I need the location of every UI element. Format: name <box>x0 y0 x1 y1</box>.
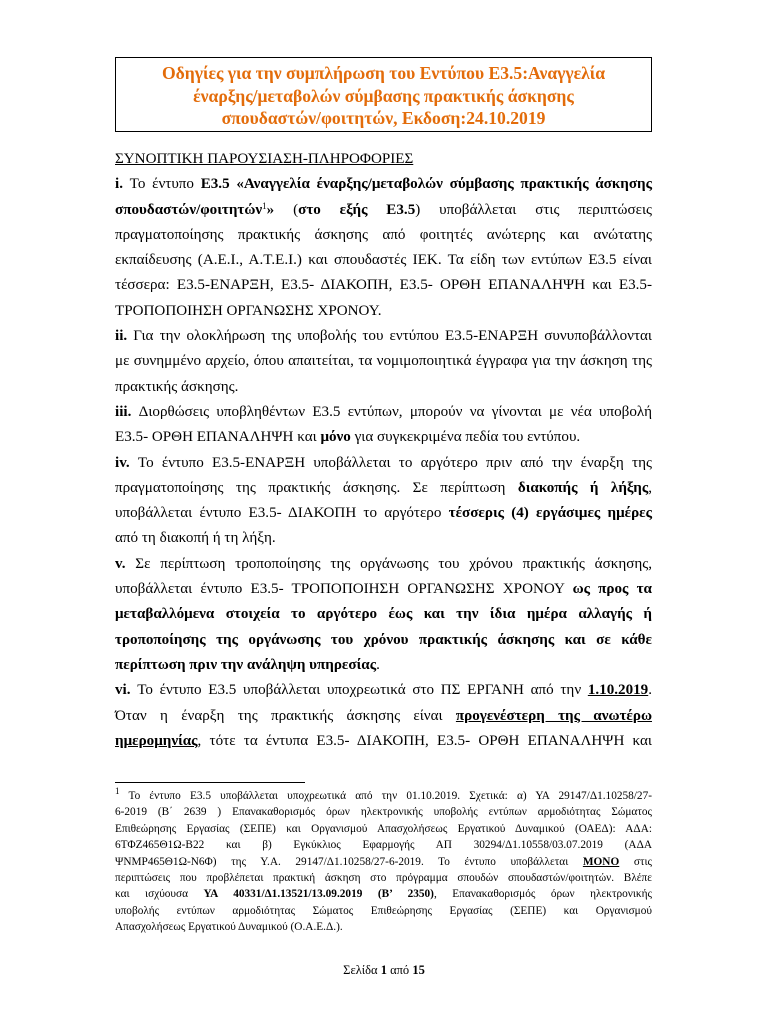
footnote-line-1: $^1$ Το έντυπο Ε3.5 υποβάλλεται υποχρεωτικά από την 01.10.2019. Σχετικά: α) ΥΑ 29147/Δ1.10258/27- <box>115 786 652 802</box>
footnote-line-6: περιπτώσεις που προβλέπεται πρακτική άσκηση στο πρόγραμμα σπουδών σπουδαστών/φοιτητών. Βλέπε <box>115 871 652 884</box>
paragraph-number: iii. <box>115 403 132 420</box>
paragraph-number: iv. <box>115 454 130 471</box>
footnote-divider <box>115 782 305 783</box>
footnote-ref: 1 <box>262 200 267 211</box>
footnote-line-3: Επιθεώρησης Εργασίας (ΣΕΠΕ) και Οργανισμού Απασχολήσεως Εργατικού Δυναμικού (ΟΑΕΔ): ΑΔΑ: <box>115 822 652 835</box>
document-body <box>115 147 652 754</box>
page-label: Σελίδα <box>343 963 381 977</box>
footnote-line-2: 6-2019 (Β΄ 2639 ) Επανακαθορισμός όρων ηλεκτρονικής υποβολής εντύπων αρμοδιότητας Σώματος <box>115 806 652 819</box>
title-line-3: σπουδαστών/φοιτητών, Εκδοση:24.10.2019 <box>221 108 546 128</box>
paragraph-ii-line-3: πρακτικής άσκησης. <box>115 378 239 395</box>
paragraph-v-line-3: μεταβαλλόμενα στοιχεία το αργότερο έως και την ίδια ημέρα αλλαγής ή <box>115 606 652 623</box>
title-line-2: έναρξης/μεταβολών σύμβασης πρακτικής άσκησης <box>193 85 574 106</box>
paragraph-vi-line-1: vi. Το έντυπο Ε3.5 υποβάλλεται υποχρεωτικά στο ΠΣ ΕΡΓΑΝΗ από την 1.10.2019. <box>115 682 652 699</box>
paragraph-v-line-5: περίπτωση πριν την ανάληψη υπηρεσίας. <box>115 656 380 673</box>
paragraph-i-line-4: εκπαίδευσης (Α.Ε.Ι., Α.Τ.Ε.Ι.) και σπουδαστές ΙΕΚ. Τα είδη των εντύπων Ε3.5 είναι <box>115 252 652 269</box>
footnote-line-7: και ισχύουσα ΥΑ 40331/Δ1.13521/13.09.2019 (Β’ 2350), Επανακαθορισμός όρων ηλεκτρονικής <box>115 888 653 901</box>
paragraph-iv-line-3: υποβάλλεται έντυπο Ε3.5- ΔΙΑΚΟΠΗ το αργότερο τέσσερις (4) εργάσιμες ημέρες <box>115 505 652 522</box>
paragraph-number: v. <box>115 555 126 572</box>
paragraph-ii-line-2: με συνημμένο αρχείο, όπου απαιτείται, τα νομιμοποιητικά έγγραφα για την άσκηση της <box>115 353 652 370</box>
total-pages-number: 15 <box>412 963 425 977</box>
paragraph-iii-line-1: iii. Διορθώσεις υποβληθέντων Ε3.5 εντύπων, μπορούν να γίνονται με νέα υποβολή <box>115 403 652 420</box>
page-footer <box>0 963 768 978</box>
paragraph-number: vi. <box>115 682 131 699</box>
section-heading: ΣΥΝΟΠΤΙΚΗ ΠΑΡΟΥΣΙΑΣΗ-ΠΛΗΡΟΦΟΡΙΕΣ <box>115 151 414 167</box>
paragraph-vi-line-2: Όταν η έναρξη της πρακτικής άσκησης είναι προγενέστερη της ανωτέρω <box>115 707 652 724</box>
paragraph-number: i. <box>115 176 123 193</box>
footnote-line-9: Απασχολήσεως Εργατικού Δυναμικού (Ο.Α.Ε.Δ.). <box>115 921 343 934</box>
paragraph-i-line-2: σπουδαστών/φοιτητών$^1$» (στο εξής Ε3.5) υποβάλλεται στις περιπτώσεις <box>115 200 652 218</box>
paragraph-number: ii. <box>115 328 128 345</box>
paragraph-ii-line-1: ii. Για την ολοκλήρωση της υποβολής του εντύπου Ε3.5-ΕΝΑΡΞΗ συνυποβάλλονται <box>115 328 652 345</box>
page-separator: από <box>386 963 413 977</box>
paragraph-i-line-5: τέσσερα: Ε3.5-ΕΝΑΡΞΗ, Ε3.5- ΔΙΑΚΟΠΗ, Ε3.5- ΟΡΘΗ ΕΠΑΝΑΛΗΨΗ και Ε3.5- <box>115 277 652 294</box>
paragraph-iii-line-2: Ε3.5- ΟΡΘΗ ΕΠΑΝΑΛΗΨΗ και μόνο για συγκεκριμένα πεδία του εντύπου. <box>115 429 581 446</box>
paragraph-iv-line-4: από τη διακοπή ή τη λήξη. <box>115 530 276 547</box>
footnote <box>115 788 652 936</box>
footnote-line-4: 6ΤΦΖ465Θ1Ω-Β22 και β) Εγκύκλιος Εφαρμογής ΑΠ 30294/Δ1.10558/03.07.2019 (ΑΔΑ <box>115 839 652 852</box>
title-line-1: Οδηγίες για την συμπλήρωση του Εντύπου Ε3.5:Αναγγελία <box>161 63 606 83</box>
current-page-number: 1 <box>380 963 387 977</box>
paragraph-i-line-6: ΤΡΟΠΟΠΟΙΗΣΗ ΟΡΓΑΝΩΣΗΣ ΧΡΟΝΟΥ. <box>115 302 382 319</box>
paragraph-vi-line-3: ημερομηνίας, τότε τα έντυπα Ε3.5- ΔΙΑΚΟΠΗ, Ε3.5- ΟΡΘΗ ΕΠΑΝΑΛΗΨΗ και <box>115 732 652 749</box>
footnote-marker: 1 <box>115 786 120 796</box>
document-title-box <box>115 57 652 132</box>
paragraph-v-line-2: υποβάλλεται έντυπο Ε3.5- ΤΡΟΠΟΠΟΙΗΣΗ ΟΡΓΑΝΩΣΗΣ ΧΡΟΝΟΥ ως προς τα <box>115 581 652 598</box>
footnote-line-8: υποβολής εντύπων αρμοδιότητας Σώματος Επιθεώρησης Εργασίας (ΣΕΠΕ) και Οργανισμού <box>115 904 652 917</box>
paragraph-v-line-1: v. Σε περίπτωση τροποποίησης της οργάνωσης του χρόνου πρακτικής άσκησης, <box>115 555 652 572</box>
footnote-line-5: ΨΝΜΡ465Θ1Ω-Ν6Φ) της Υ.Α. 29147/Δ1.10258/27-6-2019. Το έντυπο υποβάλλεται ΜΟΝΟ στις <box>115 855 652 868</box>
paragraph-iv-line-1: iv. Το έντυπο Ε3.5-ΕΝΑΡΞΗ υποβάλλεται το αργότερο πριν από την έναρξη της <box>115 454 652 471</box>
paragraph-v-line-4: τροποποίησης της οργάνωσης του χρόνου πρακτικής άσκησης και σε κάθε <box>115 631 652 648</box>
paragraph-i-line-1: i. Το έντυπο Ε3.5 «Αναγγελία έναρξης/μεταβολών σύμβασης πρακτικής άσκησης <box>115 176 652 193</box>
paragraph-iv-line-2: πραγματοποίησης της πρακτικής άσκησης. Σε περίπτωση διακοπής ή λήξης, <box>115 479 653 496</box>
paragraph-i-line-3: πραγματοποίησης πρακτικής άσκησης από φοιτητές ανώτερης και ανώτατης <box>115 226 652 243</box>
